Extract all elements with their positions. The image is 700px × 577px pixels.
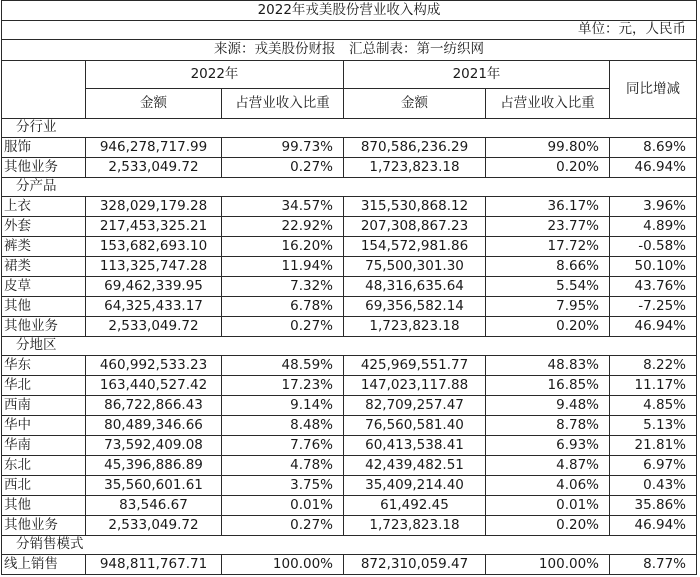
amount-2021: 154,572,981.86 [344,237,486,257]
row-label: 外套 [2,217,86,237]
amount-2021: 69,356,582.14 [344,297,486,317]
amount-2022: 113,325,747.28 [86,257,222,277]
row-label: 其他业务 [2,516,86,536]
row-label: 华中 [2,416,86,436]
share-2022: 0.27% [222,516,344,536]
section-header-row [2,337,697,356]
share-2022: 8.48% [222,416,344,436]
table-row [2,496,697,516]
row-label: 上衣 [2,197,86,217]
yoy-change: 11.17% [610,376,697,396]
amount-2022: 948,811,767.71 [86,555,222,575]
section-title: 分产品 [2,178,697,197]
share-2021: 17.72% [486,237,610,257]
yoy-change: 4.89% [610,217,697,237]
table-row [2,237,697,257]
amount-2021: 425,969,551.77 [344,356,486,376]
share-2021: 8.78% [486,416,610,436]
amount-2021-header: 金额 [344,89,486,119]
row-label: 华南 [2,436,86,456]
share-2021: 9.48% [486,396,610,416]
section-title: 分行业 [2,119,697,138]
section-header-row [2,178,697,197]
row-label: 皮草 [2,277,86,297]
table-row [2,456,697,476]
amount-2022-header: 金额 [86,89,222,119]
share-2021: 99.80% [486,138,610,158]
yoy-header: 同比增减 [610,61,697,119]
revenue-composition-sheet [1,0,696,575]
table-row [2,277,697,297]
row-label: 其他业务 [2,158,86,178]
unit-row [2,21,697,40]
table-row [2,138,697,158]
amount-2022: 2,533,049.72 [86,516,222,536]
share-2022: 7.76% [222,436,344,456]
amount-2022: 163,440,527.42 [86,376,222,396]
share-2021: 16.85% [486,376,610,396]
year-2022-header: 2022年 [86,61,344,89]
amount-2021: 61,492.45 [344,496,486,516]
share-2021: 5.54% [486,277,610,297]
row-label: 华东 [2,356,86,376]
amount-2021: 76,560,581.40 [344,416,486,436]
share-2021: 0.20% [486,158,610,178]
row-label: 西北 [2,476,86,496]
title-row [2,1,697,21]
share-2021: 4.06% [486,476,610,496]
share-2021-header: 占营业收入比重 [486,89,610,119]
table-row [2,297,697,317]
share-2022: 99.73% [222,138,344,158]
amount-2021: 870,586,236.29 [344,138,486,158]
yoy-change: 46.94% [610,317,697,337]
amount-2022: 460,992,533.23 [86,356,222,376]
row-label: 服饰 [2,138,86,158]
share-2022: 7.32% [222,277,344,297]
share-2021: 23.77% [486,217,610,237]
source-row [2,40,697,61]
share-2022: 22.92% [222,217,344,237]
amount-2021: 42,439,482.51 [344,456,486,476]
row-label: 线上销售 [2,555,86,575]
yoy-change: -0.58% [610,237,697,257]
table-row [2,396,697,416]
amount-2021: 60,413,538.41 [344,436,486,456]
share-2021: 7.95% [486,297,610,317]
amount-2022: 69,462,339.95 [86,277,222,297]
yoy-change: 46.94% [610,158,697,178]
row-label: 裤类 [2,237,86,257]
table-row [2,197,697,217]
amount-2021: 147,023,117.88 [344,376,486,396]
row-label: 其他 [2,297,86,317]
amount-2022: 946,278,717.99 [86,138,222,158]
yoy-change: 50.10% [610,257,697,277]
yoy-change: 5.13% [610,416,697,436]
section-header-row [2,536,697,555]
yoy-change: 43.76% [610,277,697,297]
row-label: 华北 [2,376,86,396]
table-row [2,476,697,496]
corner-cell [2,61,86,119]
yoy-change: 46.94% [610,516,697,536]
section-title: 分销售模式 [2,536,697,555]
table-row [2,376,697,396]
amount-2022: 83,546.67 [86,496,222,516]
share-2021: 0.20% [486,516,610,536]
amount-2022: 217,453,325.21 [86,217,222,237]
share-2022: 34.57% [222,197,344,217]
yoy-change: -7.25% [610,297,697,317]
amount-2021: 207,308,867.23 [344,217,486,237]
yoy-change: 8.77% [610,555,697,575]
share-2022: 16.20% [222,237,344,257]
row-label: 裙类 [2,257,86,277]
amount-2022: 80,489,346.66 [86,416,222,436]
amount-2022: 73,592,409.08 [86,436,222,456]
year-header-row [2,61,697,89]
share-2022: 11.94% [222,257,344,277]
amount-2022: 2,533,049.72 [86,317,222,337]
year-2021-header: 2021年 [344,61,610,89]
share-2021: 8.66% [486,257,610,277]
amount-2022: 35,560,601.61 [86,476,222,496]
share-2021: 36.17% [486,197,610,217]
table-row [2,158,697,178]
table-row [2,416,697,436]
yoy-change: 21.81% [610,436,697,456]
yoy-change: 8.22% [610,356,697,376]
table-row [2,217,697,237]
amount-2021: 82,709,257.47 [344,396,486,416]
share-2022: 9.14% [222,396,344,416]
amount-2021: 1,723,823.18 [344,317,486,337]
table-title: 2022年戎美股份营业收入构成 [2,1,697,21]
yoy-change: 6.97% [610,456,697,476]
share-2022: 48.59% [222,356,344,376]
amount-2022: 64,325,433.17 [86,297,222,317]
table-row [2,317,697,337]
table-row [2,516,697,536]
share-2021: 6.93% [486,436,610,456]
table-row [2,257,697,277]
yoy-change: 8.69% [610,138,697,158]
yoy-change: 35.86% [610,496,697,516]
row-label: 西南 [2,396,86,416]
revenue-table [1,0,697,575]
table-row [2,555,697,575]
amount-2022: 2,533,049.72 [86,158,222,178]
share-2022: 17.23% [222,376,344,396]
yoy-change: 0.43% [610,476,697,496]
amount-2021: 1,723,823.18 [344,158,486,178]
row-label: 其他 [2,496,86,516]
amount-2021: 315,530,868.12 [344,197,486,217]
amount-2022: 328,029,179.28 [86,197,222,217]
share-2021: 4.87% [486,456,610,476]
unit-note: 单位：元，人民币 [2,21,697,40]
share-2022: 6.78% [222,297,344,317]
share-2022: 3.75% [222,476,344,496]
table-row [2,356,697,376]
amount-2022: 153,682,693.10 [86,237,222,257]
share-2022: 0.27% [222,158,344,178]
section-title: 分地区 [2,337,697,356]
amount-2022: 45,396,886.89 [86,456,222,476]
amount-2021: 872,310,059.47 [344,555,486,575]
share-2022: 0.27% [222,317,344,337]
source-note: 来源：戎美股份财报 汇总制表：第一纺织网 [2,40,697,61]
amount-2021: 35,409,214.40 [344,476,486,496]
amount-2022: 86,722,866.43 [86,396,222,416]
share-2021: 0.01% [486,496,610,516]
share-2022: 4.78% [222,456,344,476]
share-2022-header: 占营业收入比重 [222,89,344,119]
share-2021: 48.83% [486,356,610,376]
share-2021: 100.00% [486,555,610,575]
share-2021: 0.20% [486,317,610,337]
column-header-row [2,89,697,119]
share-2022: 100.00% [222,555,344,575]
amount-2021: 75,500,301.30 [344,257,486,277]
share-2022: 0.01% [222,496,344,516]
yoy-change: 3.96% [610,197,697,217]
amount-2021: 1,723,823.18 [344,516,486,536]
table-row [2,436,697,456]
yoy-change: 4.85% [610,396,697,416]
amount-2021: 48,316,635.64 [344,277,486,297]
section-header-row [2,119,697,138]
row-label: 其他业务 [2,317,86,337]
row-label: 东北 [2,456,86,476]
